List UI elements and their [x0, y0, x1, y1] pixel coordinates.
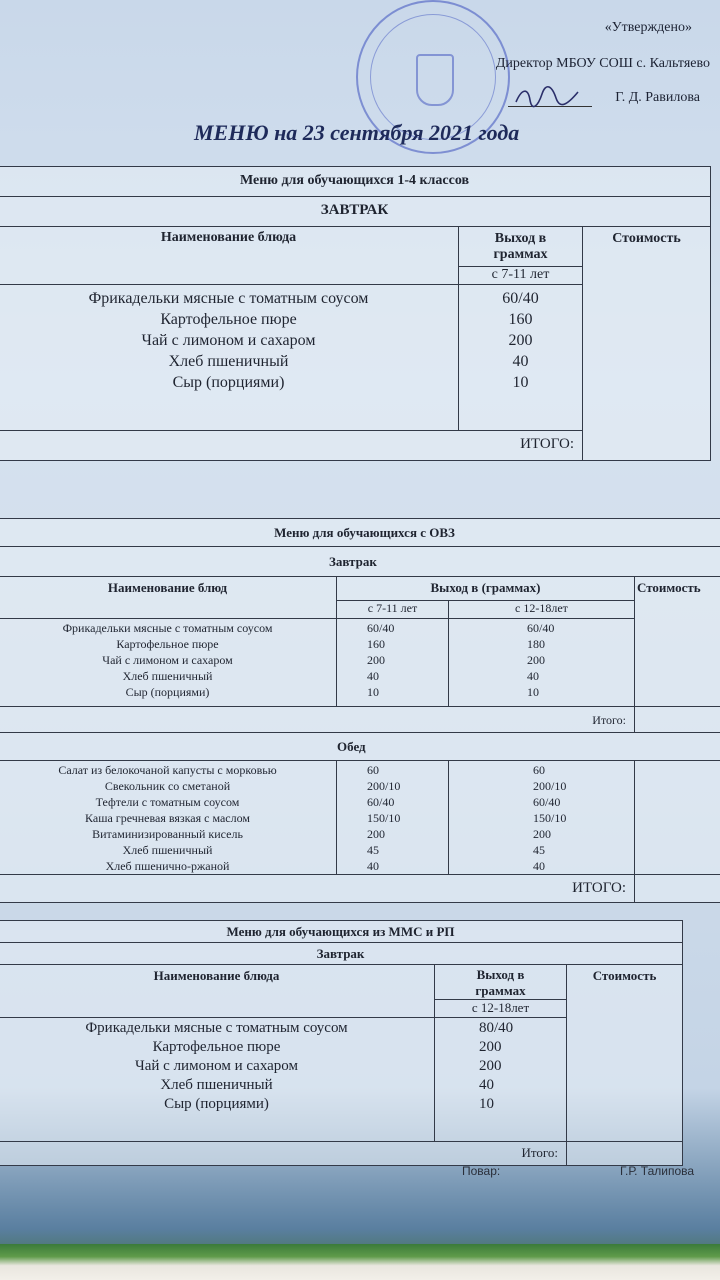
- yield-value: 10: [527, 685, 539, 699]
- meal-heading: Завтрак: [0, 547, 720, 577]
- yield-value: 160: [367, 637, 385, 651]
- yield-value: 160: [508, 311, 533, 328]
- yield-value: 80/40: [479, 1020, 514, 1036]
- column-header-name: Наименование блюда: [0, 227, 459, 285]
- meal-heading: Завтрак: [0, 943, 683, 965]
- yield-value: 200: [527, 653, 545, 667]
- cook-label: Повар:: [462, 1164, 501, 1178]
- age-group: с 12-18лет: [435, 1000, 567, 1018]
- yield-value: 45: [367, 843, 379, 857]
- yield-value: 200: [533, 827, 551, 841]
- yield-value: 60/40: [533, 795, 561, 809]
- yield-value: 200/10: [367, 779, 401, 793]
- column-header-cost: Стоимость: [635, 577, 720, 707]
- yield-value: 10: [512, 374, 529, 391]
- age-group-12-18: с 12-18лет: [449, 601, 635, 619]
- yield-value: 10: [367, 685, 379, 699]
- breakfast-dish-list: [0, 619, 337, 707]
- approval-director: Директор МБОУ СОШ с. Кальтяево: [495, 56, 710, 71]
- yield-value: 150/10: [533, 811, 567, 825]
- dish-item: Салат из белокочаной капусты с морковью: [58, 763, 277, 777]
- age-group: с 7-11 лет: [459, 267, 583, 285]
- cook-name: Г.Р. Талипова: [620, 1164, 695, 1178]
- dish-item: Фрикадельки мясные с томатным соусом: [62, 621, 273, 635]
- meal-heading: ЗАВТРАК: [0, 197, 711, 227]
- lunch-total-cost: [635, 875, 720, 903]
- dish-item: Чай с лимоном и сахаром: [102, 653, 233, 667]
- dish-item: Хлеб пшеничный: [122, 669, 213, 683]
- dish-item: Хлеб пшеничный: [122, 843, 213, 857]
- dish-item: Картофельное пюре: [152, 1039, 281, 1055]
- column-header-yield: Выход в граммах: [459, 227, 583, 267]
- section-heading: Меню для обучающихся из ММС и РП: [0, 921, 683, 943]
- total-label: ИТОГО:: [0, 431, 583, 461]
- total-label: Итого:: [0, 1142, 567, 1166]
- column-header-name: Наименование блюд: [0, 577, 337, 619]
- dish-list: [0, 285, 459, 431]
- menu-table-ovz: [0, 518, 720, 903]
- lunch-cost-cell: [635, 761, 720, 875]
- yield-value: 150/10: [367, 811, 401, 825]
- breakfast-yield-12-18: [449, 619, 635, 707]
- yield-value: 200/10: [533, 779, 567, 793]
- yield-value: 40: [533, 859, 545, 873]
- yield-list: [459, 285, 583, 431]
- section-heading: Меню для обучающихся 1-4 классов: [0, 167, 711, 197]
- breakfast-total-label: Итого:: [0, 707, 635, 733]
- column-header-yield: Выход в (граммах): [337, 577, 635, 601]
- age-group-7-11: с 7-11 лет: [337, 601, 449, 619]
- yield-value: 60/40: [527, 621, 555, 635]
- section-heading: Меню для обучающихся с ОВЗ: [0, 519, 720, 547]
- yield-list: [435, 1018, 567, 1142]
- column-header-name: Наименование блюда: [0, 965, 435, 1018]
- yield-value: 60: [367, 763, 379, 777]
- yield-value: 200: [479, 1039, 502, 1055]
- dish-item: Фрикадельки мясные с томатным соусом: [88, 290, 369, 307]
- column-header-cost: Стоимость: [567, 965, 683, 1142]
- yield-value: 40: [367, 669, 379, 683]
- yield-value: 40: [512, 353, 529, 370]
- dish-item: Картофельное пюре: [116, 637, 219, 651]
- lunch-heading: Обед: [0, 733, 720, 761]
- yield-value: 200: [367, 653, 385, 667]
- dish-item: Чай с лимоном и сахаром: [134, 1058, 299, 1074]
- yield-value: 60/40: [367, 795, 395, 809]
- dish-item: Чай с лимоном и сахаром: [141, 332, 316, 349]
- yield-value: 10: [479, 1096, 494, 1112]
- approval-name: Г. Д. Равилова: [615, 90, 700, 105]
- dish-item: Хлеб пшеничный: [168, 353, 289, 370]
- yield-value: 40: [527, 669, 539, 683]
- lunch-yield-7-11: [337, 761, 449, 875]
- yield-value: 40: [367, 859, 379, 873]
- page-title: МЕНЮ на 23 сентября 2021 года: [194, 120, 520, 145]
- dish-item: Картофельное пюре: [160, 311, 297, 328]
- yield-value: 40: [479, 1077, 494, 1093]
- breakfast-total-cost: [635, 707, 720, 733]
- yield-value: 45: [533, 843, 545, 857]
- lunch-total-label: ИТОГО:: [0, 875, 635, 903]
- menu-table-mms-rp: [0, 920, 683, 1166]
- dish-item: Сыр (порциями): [125, 685, 210, 699]
- yield-value: 200: [479, 1058, 502, 1074]
- background-strip: [0, 1244, 720, 1280]
- dish-list: [0, 1018, 435, 1142]
- dish-item: Витаминизированный кисель: [92, 827, 243, 841]
- yield-value: 180: [527, 637, 545, 651]
- yield-value: 60: [533, 763, 545, 777]
- menu-table-grades-1-4: [0, 166, 711, 461]
- yield-value: 60/40: [502, 290, 539, 307]
- yield-value: 60/40: [367, 621, 395, 635]
- dish-item: Свекольник со сметаной: [104, 779, 231, 793]
- total-cost-cell: [567, 1142, 683, 1166]
- lunch-dish-list: [0, 761, 337, 875]
- dish-item: Сыр (порциями): [172, 374, 285, 391]
- dish-item: Сыр (порциями): [164, 1096, 269, 1112]
- yield-value: 200: [367, 827, 385, 841]
- dish-item: Хлеб пшенично-ржаной: [105, 859, 230, 873]
- dish-item: Тефтели с томатным соусом: [95, 795, 240, 809]
- approval-label: «Утверждено»: [604, 20, 692, 35]
- yield-value: 200: [508, 332, 533, 349]
- column-header-yield: Выход в граммах: [435, 965, 567, 1000]
- breakfast-yield-7-11: [337, 619, 449, 707]
- dish-item: Хлеб пшеничный: [160, 1077, 273, 1093]
- lunch-yield-12-18: [449, 761, 635, 875]
- director-signature: [512, 84, 582, 110]
- dish-item: Фрикадельки мясные с томатным соусом: [85, 1020, 348, 1036]
- dish-item: Каша гречневая вязкая с маслом: [85, 811, 250, 825]
- column-header-cost: Стоимость: [583, 227, 711, 461]
- coat-of-arms-icon: [416, 54, 454, 106]
